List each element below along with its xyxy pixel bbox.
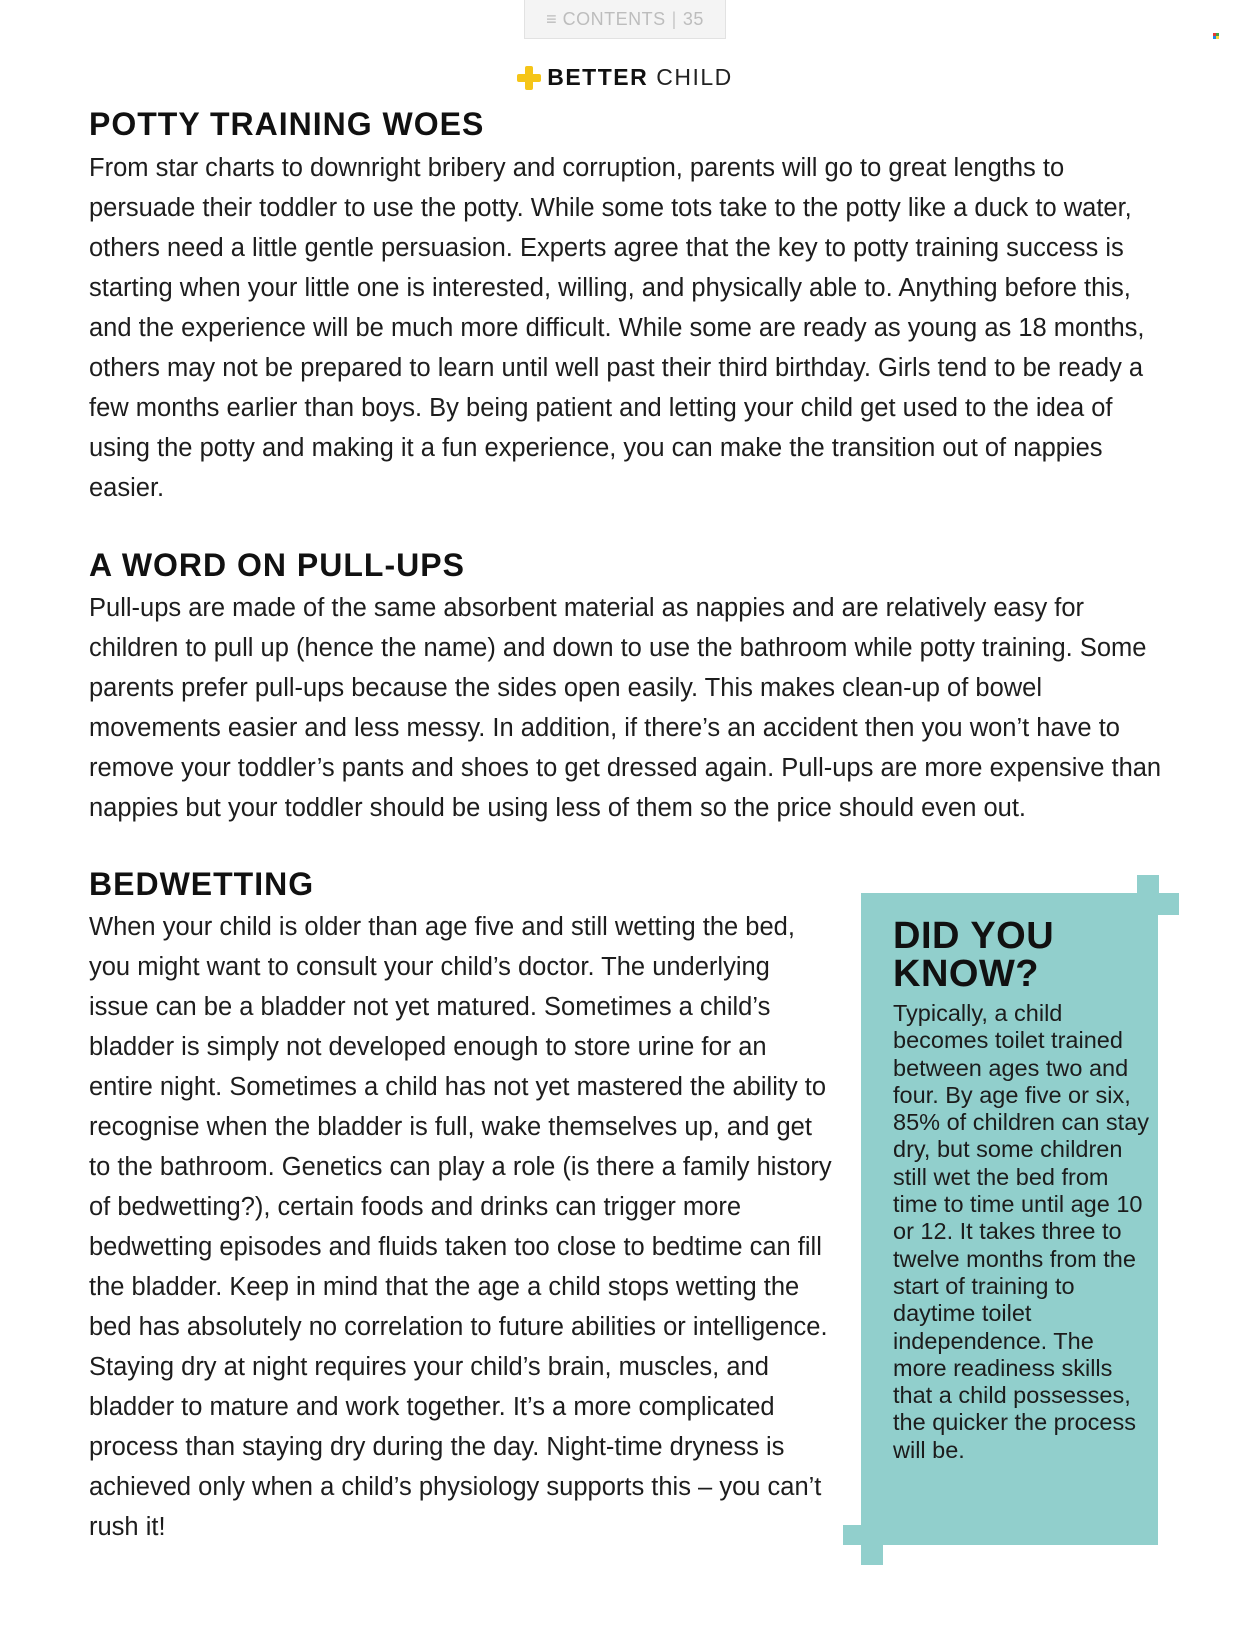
sidebar-corner-accent-top [1137, 875, 1159, 895]
brand-bold: BETTER [547, 64, 649, 90]
tab-divider: | [671, 8, 677, 29]
sidebar-body: Typically, a child becomes toilet trained between ages two and four. By age five or six, 85% of children can stay dry, but some children still wet the bed from time to time until age 10 or 12. It takes three to twelve months from the start of training to daytime toilet independence. The more readiness skills that a child possesses, the quicker the process will be. [893, 1000, 1150, 1463]
sidebar-corner-accent-left [843, 1525, 863, 1545]
paragraph-bedwetting: When your child is older than age five and still wetting the bed, you might want to consult your child’s doctor. The underlying issue can be a bladder not yet matured. Sometimes a child’s bladder is simply not developed enough to store urine for an entire night. Sometimes a child has not yet mastered the ability to recognise when the bladder is full, wake themselves up, and get to the bathroom. Genetics can play a role (is there a family history of bedwetting?), certain foods and drinks can trigger more bedwetting episodes and fluids taken too close to bedtime can fill the bladder. Keep in mind that the age a child stops wetting the bed has absolutely no correlation to future abilities or intelligence. Staying dry at night requires your child’s brain, muscles, and bladder to mature and work together. It’s a more complicated process than staying dry during the day. Night-time dryness is achieved only when a child’s physiology supports this – you can’t rush it! [89, 913, 832, 1541]
sidebar-corner-accent-side [1158, 893, 1179, 915]
contents-label[interactable]: ≡ CONTENTS [546, 8, 666, 29]
sidebar-corner-accent-bottom [861, 1545, 883, 1565]
heading-potty-training: POTTY TRAINING WOES [89, 106, 485, 142]
heading-bedwetting: BEDWETTING [89, 866, 315, 902]
color-marker-icon [1213, 33, 1219, 39]
paragraph-pull-ups: Pull-ups are made of the same absorbent material as nappies and are relatively easy for children to pull up (hence the name) and down to use the bathroom while potty training. Some parents prefer pull-ups because the sides open easily. This makes clean-up of bowel movements easier and less messy. In addition, if there’s an accident then you won’t have to remove your toddler’s pants and shoes to get dressed again. Pull-ups are more expensive than nappies but your toddler should be using less of them so the price should even out. [89, 594, 1162, 822]
heading-pull-ups: A WORD ON PULL-UPS [89, 547, 465, 583]
paragraph-potty-training: From star charts to downright bribery and corruption, parents will go to great lengths to persuade their toddler to use the potty. While some tots take to the potty like a duck to water, others need a little gentle persuasion. Experts agree that the key to potty training success is starting when your little one is interested, willing, and physically able to. Anything before this, and the experience will be much more difficult. While some are ready as young as 18 months, others may not be prepared to learn until well past their third birthday. Girls tend to be ready a few months earlier than boys. By being patient and letting your child get used to the idea of using the potty and making it a fun experience, you can make the transition out of nappies easier. [89, 154, 1145, 502]
section-brand-header [0, 64, 1250, 91]
sidebar-title: DID YOU KNOW? [893, 915, 1055, 995]
brand-light: CHILD [656, 64, 733, 90]
page-number: 35 [682, 8, 704, 29]
contents-nav-tab[interactable] [524, 0, 726, 39]
plus-cross-icon [517, 66, 541, 90]
